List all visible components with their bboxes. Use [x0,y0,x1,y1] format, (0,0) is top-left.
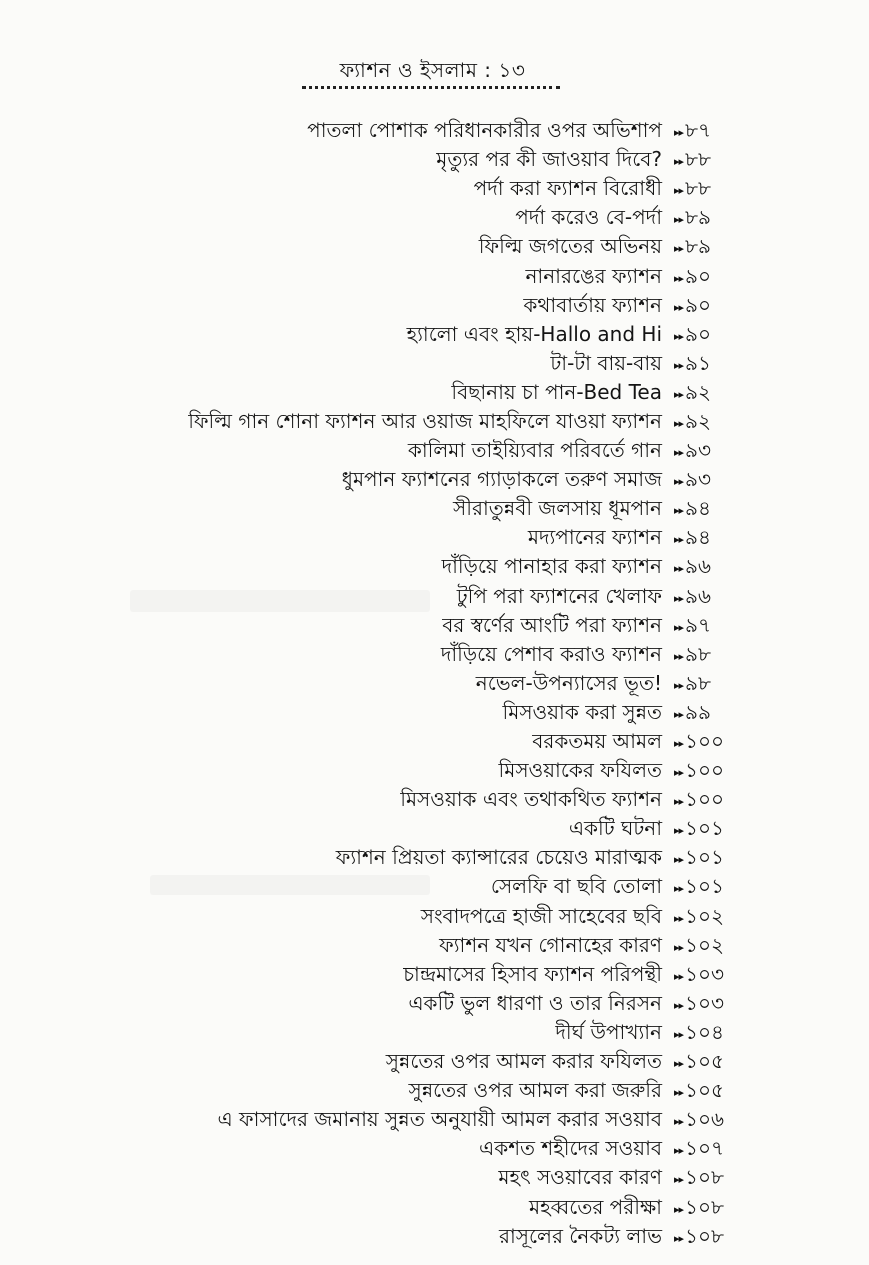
toc-entry-page [674,465,760,498]
toc-entry-title: ফ্যাশন যখন গোনাহের কারণ [439,932,662,957]
toc-entry-title: একটি ভুল ধারণা ও তার নিরসন [408,990,662,1015]
toc-entry-page [674,552,760,585]
double-arrow-icon: ▸▸ [674,620,684,634]
page-number: ১০৬ [685,1107,725,1132]
toc-entry-title: পর্দা করেও বে-পর্দা [515,205,662,230]
toc-entry-page [674,523,760,556]
toc-entry [60,322,760,351]
toc-entry-title: টা-টা বায়-বায় [550,350,662,375]
double-arrow-icon: ▸▸ [674,387,684,401]
toc-entry [60,409,760,438]
double-arrow-icon: ▸▸ [674,1231,684,1245]
toc-entry [60,176,760,205]
page-number: ১০৫ [685,1049,725,1074]
page-number: ১০০ [685,787,725,812]
toc-entry-title: মহব্বতের পরীক্ষা [529,1194,662,1219]
page-number: ৯০ [685,292,712,317]
toc-entry-page [674,960,760,993]
toc-entry [60,671,760,700]
toc-entry [60,787,760,816]
toc-entry [60,118,760,147]
toc-entry-page [674,291,760,324]
page-number: ১০৭ [685,1136,725,1161]
toc-entry-page [674,378,760,411]
double-arrow-icon: ▸▸ [674,1027,684,1041]
toc-entry-page [674,843,760,876]
double-arrow-icon: ▸▸ [674,1202,684,1216]
double-arrow-icon: ▸▸ [674,562,684,576]
toc-entry-page [674,814,760,847]
toc-entry [60,729,760,758]
toc-entry-title: পাতলা পোশাক পরিধানকারীর ওপর অভিশাপ [307,118,662,143]
toc-entry-page [674,785,760,818]
toc-entry-page [674,669,760,702]
double-arrow-icon: ▸▸ [674,853,684,867]
toc-entry-page [674,931,760,964]
toc-entry-title: নানারঙের ফ্যাশন [525,263,662,288]
page-number: ৯০ [685,321,712,346]
toc-entry-title: নভেল-উপন্যাসের ভূত! [475,670,662,695]
page-number: ৯০ [685,263,712,288]
toc-entry-title: সংবাদপত্রে হাজী সাহেবের ছবি [420,903,662,928]
double-arrow-icon: ▸▸ [674,1144,684,1158]
page-number: ১০০ [685,758,725,783]
toc-entry-title: দাঁড়িয়ে পেশাব করাও ফ্যাশন [440,641,662,666]
double-arrow-icon: ▸▸ [674,126,684,140]
toc-entry [60,496,760,525]
toc-entry-page [674,611,760,644]
toc-entry [60,584,760,613]
toc-entry [60,874,760,903]
double-arrow-icon: ▸▸ [674,416,684,430]
toc-entry-title: মহৎ সওয়াবের কারণ [498,1165,662,1190]
toc-entry [60,1194,760,1223]
toc-entry-page [674,989,760,1022]
toc-entry-page [674,756,760,789]
toc-entry [60,642,760,671]
toc-entry-page [674,698,760,731]
page-number: ৯১ [685,350,712,375]
toc-entry [60,845,760,874]
double-arrow-icon: ▸▸ [674,533,684,547]
page-number: ৯৪ [685,496,712,521]
toc-entry [60,700,760,729]
toc-entry [60,438,760,467]
page-number: ৮৮ [685,176,712,201]
toc-entry-page [674,174,760,207]
double-arrow-icon: ▸▸ [674,271,684,285]
toc-entry [60,554,760,583]
toc-entry [60,205,760,234]
toc-entry-page [674,203,760,236]
header-dotted-rule [302,86,560,89]
page-number: ৯৩ [685,438,712,463]
toc-entry-page [674,407,760,440]
double-arrow-icon: ▸▸ [674,649,684,663]
toc-entry-page [674,262,760,295]
page-number: ১০১ [685,816,725,841]
toc-entry-title: একটি ঘটনা [568,816,662,841]
toc-entry-title: দাঁড়িয়ে পানাহার করা ফ্যাশন [441,554,662,579]
page-number: ১০৪ [685,1019,725,1044]
toc-entry-page [674,1076,760,1109]
toc-entry-title: চান্দ্রমাসের হিসাব ফ্যাশন পরিপন্থী [403,961,662,986]
toc-entry [60,1224,760,1253]
double-arrow-icon: ▸▸ [674,358,684,372]
page-number: ১০০ [685,729,725,754]
toc-entry-page [674,349,760,382]
toc-entry-page [674,1222,760,1255]
page-number: ৯৬ [685,583,712,608]
toc-entry-title: বরকতময় আমল [532,729,662,754]
double-arrow-icon: ▸▸ [674,911,684,925]
table-of-contents [60,118,760,1253]
double-arrow-icon: ▸▸ [674,1086,684,1100]
toc-entry-title: সুন্নতের ওপর আমল করা জরুরি [408,1078,662,1103]
double-arrow-icon: ▸▸ [674,998,684,1012]
toc-entry-page [674,902,760,935]
double-arrow-icon: ▸▸ [674,1115,684,1129]
toc-entry-page [674,1018,760,1051]
toc-entry [60,1078,760,1107]
toc-entry-page [674,494,760,527]
toc-entry-title: বর স্বর্ণের আংটি পরা ফ্যাশন [442,612,662,637]
page-number: ৮৯ [685,205,712,230]
toc-entry-page [674,436,760,469]
toc-entry-title: একশত শহীদের সওয়াব [478,1136,662,1161]
page-number: ৯২ [685,408,712,433]
toc-entry-page [674,1047,760,1080]
page-number: ১০৫ [685,1078,725,1103]
page-number: ৯২ [685,379,712,404]
page-number: ৯৭ [685,612,712,637]
toc-entry [60,263,760,292]
page-number: ১০১ [685,874,725,899]
double-arrow-icon: ▸▸ [674,329,684,343]
toc-entry [60,1049,760,1078]
page-number: ৮৭ [685,118,712,143]
toc-entry-title: ফিল্মি জগতের অভিনয় [478,234,662,259]
toc-entry-title: টুপি পরা ফ্যাশনের খেলাফ [456,583,662,608]
page-number: ১০৮ [685,1165,725,1190]
toc-entry-page [674,1163,760,1196]
toc-entry-title: মিসওয়াক করা সুন্নত [502,699,662,724]
toc-entry [60,962,760,991]
toc-entry-page [674,232,760,265]
page-number: ৯৩ [685,467,712,492]
toc-entry [60,816,760,845]
toc-entry-page [674,1134,760,1167]
double-arrow-icon: ▸▸ [674,446,684,460]
toc-entry-title: মিসওয়াক এবং তথাকথিত ফ্যাশন [400,787,662,812]
double-arrow-icon: ▸▸ [674,969,684,983]
toc-entry [60,234,760,263]
page-number: ১০৮ [685,1223,725,1248]
double-arrow-icon: ▸▸ [674,824,684,838]
toc-entry-page [674,872,760,905]
page-number: ৯৯ [685,699,712,724]
toc-entry-title: সুন্নতের ওপর আমল করার ফযিলত [385,1049,662,1074]
page-number: ৮৯ [685,234,712,259]
toc-entry [60,758,760,787]
toc-entry-title: কালিমা তাইয়্যিবার পরিবর্তে গান [407,438,662,463]
toc-entry-page [674,640,760,673]
double-arrow-icon: ▸▸ [674,737,684,751]
toc-entry-title: বিছানায় চা পান-Bed Tea [451,379,662,404]
toc-entry [60,1136,760,1165]
toc-entry-page [674,1105,760,1138]
toc-entry [60,525,760,554]
toc-entry-title: ফিল্মি গান শোনা ফ্যাশন আর ওয়াজ মাহফিলে যাওয়া ফ্যাশন [188,408,662,433]
toc-entry-title: হ্যালো এবং হায়-Hallo and Hi [406,321,662,346]
double-arrow-icon: ▸▸ [674,766,684,780]
toc-entry-page [674,320,760,353]
page-header: ফ্যাশন ও ইসলাম : ১৩ [339,58,526,82]
toc-entry [60,933,760,962]
page-number: ৯৮ [685,670,712,695]
double-arrow-icon: ▸▸ [674,882,684,896]
page-number: ১০১ [685,845,725,870]
toc-entry [60,1165,760,1194]
double-arrow-icon: ▸▸ [674,707,684,721]
double-arrow-icon: ▸▸ [674,795,684,809]
double-arrow-icon: ▸▸ [674,504,684,518]
toc-entry-title: মিসওয়াকের ফযিলত [498,758,662,783]
double-arrow-icon: ▸▸ [674,1173,684,1187]
double-arrow-icon: ▸▸ [674,1057,684,1071]
toc-entry-page [674,145,760,178]
toc-entry [60,1107,760,1136]
double-arrow-icon: ▸▸ [674,242,684,256]
toc-entry [60,991,760,1020]
page-number: ৮৮ [685,147,712,172]
toc-entry-title: রাসূলের নৈকট্য লাভ [499,1223,662,1248]
toc-entry-title: সীরাতুন্নবী জলসায় ধূমপান [453,496,662,521]
toc-entry [60,351,760,380]
page-number: ১০৮ [685,1194,725,1219]
double-arrow-icon: ▸▸ [674,475,684,489]
toc-entry-page [674,1193,760,1226]
toc-entry-page [674,116,760,149]
double-arrow-icon: ▸▸ [674,184,684,198]
toc-entry-title: কথাবার্তায় ফ্যাশন [523,292,662,317]
toc-entry-title: পর্দা করা ফ্যাশন বিরোধী [473,176,662,201]
toc-entry [60,380,760,409]
double-arrow-icon: ▸▸ [674,591,684,605]
page-number: ১০২ [685,903,725,928]
double-arrow-icon: ▸▸ [674,213,684,227]
toc-entry-page [674,727,760,760]
page-number: ৯৪ [685,525,712,550]
page-number: ৯৬ [685,554,712,579]
toc-entry-title: মদ্যপানের ফ্যাশন [527,525,662,550]
toc-entry-title: সেলফি বা ছবি তোলা [490,874,662,899]
page-number: ১০২ [685,932,725,957]
toc-entry-title: মৃত্যুর পর কী জাওয়াব দিবে? [436,147,662,172]
page-number: ৯৮ [685,641,712,666]
toc-entry [60,613,760,642]
toc-entry [60,904,760,933]
double-arrow-icon: ▸▸ [674,155,684,169]
toc-entry-title: ধুমপান ফ্যাশনের গ্যাড়াকলে তরুণ সমাজ [341,467,662,492]
toc-entry-page [674,582,760,615]
double-arrow-icon: ▸▸ [674,940,684,954]
toc-entry [60,293,760,322]
page-number: ১০৩ [685,990,725,1015]
toc-entry [60,1020,760,1049]
toc-entry-title: এ ফাসাদের জমানায় সুন্নত অনুযায়ী আমল করার সওয়াব [217,1107,662,1132]
page-number: ১০৩ [685,961,725,986]
toc-entry [60,147,760,176]
toc-entry-title: ফ্যাশন প্রিয়তা ক্যান্সারের চেয়েও মারাত্মক [335,845,662,870]
double-arrow-icon: ▸▸ [674,300,684,314]
toc-entry [60,467,760,496]
double-arrow-icon: ▸▸ [674,678,684,692]
toc-entry-title: দীর্ঘ উপাখ্যান [555,1019,662,1044]
